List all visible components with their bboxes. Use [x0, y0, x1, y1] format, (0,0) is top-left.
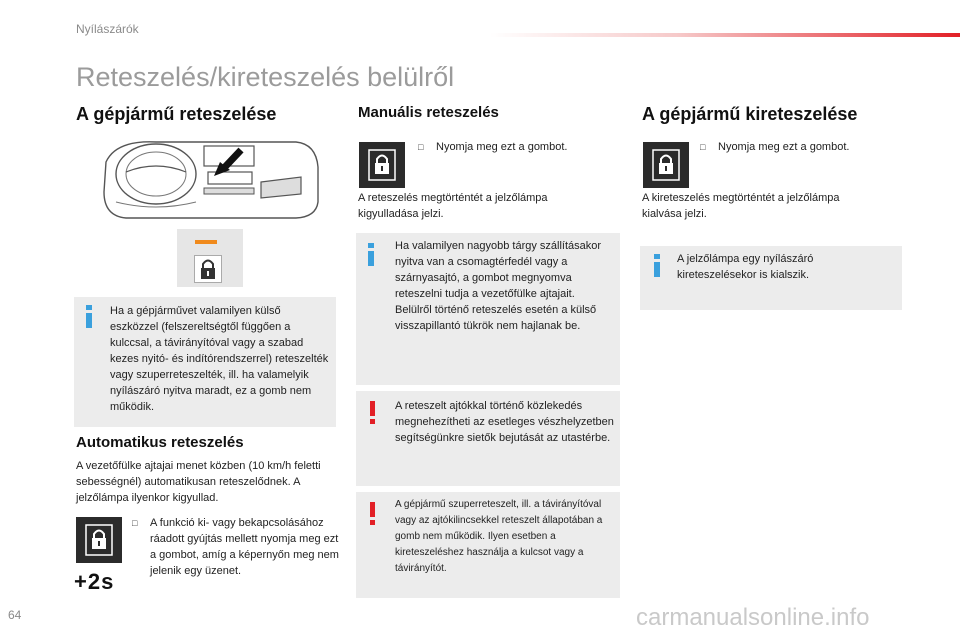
bullet-marker: □ [418, 142, 424, 152]
page-number: 64 [8, 608, 22, 622]
info-icon [654, 254, 660, 277]
chapter-label: Nyílászárók [76, 22, 139, 36]
lock-button-icon [76, 517, 122, 563]
manual-lock-bullet: Nyomja meg ezt a gombot. [436, 141, 568, 153]
right-info-text: A jelzőlámpa egy nyílászáró kireteszelésekor is kialszik. [677, 253, 814, 281]
auto-lock-heading: Automatikus reteszelés [76, 434, 244, 451]
lock-button-icon [643, 142, 689, 188]
bullet-marker: □ [132, 518, 138, 528]
left-info-box [74, 297, 336, 427]
header-accent-line [490, 33, 960, 37]
unlock-heading: A gépjármű kireteszelése [642, 104, 858, 124]
right-info-box [640, 246, 902, 310]
warning-text-2: A gépjármű szuperreteszelt, ill. a távirányítóval vagy az ajtókilincsekkel reteszelt állapotában a gomb nem működik. Ilyen esetben a kireteszeléshez használja a kulcsot vagy a távirányítót. [395, 499, 603, 574]
info-icon [86, 305, 92, 328]
warning-icon [370, 401, 375, 424]
dashboard-illustration [96, 132, 326, 227]
lock-button-icon [194, 255, 222, 283]
unlock-bullet: Nyomja meg ezt a gombot. [718, 141, 850, 153]
left-bullet-text: A funkció ki- vagy bekapcsolásához ráadott gyújtás mellett nyomja meg ezt a gombot, amíg a képernyőn meg nem jelenik egy üzenet. [150, 517, 339, 577]
timer-2s-icon [74, 569, 120, 599]
bullet-marker: □ [700, 142, 706, 152]
left-info-text: Ha a gépjárművet valamilyen külső eszközzel (felszereltségtől függően a kulccsal, a távirányítóval vagy a szabad kezes nyitó- és indítórendszerrel) reteszelték vagy szuperreteszelték, ill. ha valamelyik nyílászáró nyitva maradt, ez a gomb nem működik. [110, 305, 329, 413]
timer-2s-label: +2s [74, 569, 115, 594]
lock-button-with-lamp [177, 229, 243, 287]
left-heading: A gépjármű reteszelése [76, 104, 277, 124]
watermark: carmanualsonline.info [636, 604, 870, 631]
info-icon [368, 243, 374, 266]
lock-button-icon [359, 142, 405, 188]
auto-lock-text: A vezetőfülke ajtajai menet közben (10 km/h feletti sebességnél) automatikusan reteszelődnek. A jelzőlámpa ilyenkor kigyullad. [76, 460, 321, 504]
middle-info-text: Ha valamilyen nagyobb tárgy szállításakor nyitva van a csomagtérfedél vagy a szárnyasajtó, a gombot megnyomva reteszelni tudja a vezetőfülke ajtajait. Belülről történő reteszelés esetén a külső visszapillantó tükrök nem hajlanak be. [395, 240, 602, 332]
middle-info-box [356, 233, 620, 385]
warning-box-2 [356, 492, 620, 598]
warning-text-1: A reteszelt ajtókkal történő közlekedés megnehezítheti az esetleges vészhelyzetben segítségünkre sietők bejutását az utastérbe. [395, 400, 614, 444]
manual-lock-text: A reteszelés megtörténtét a jelzőlámpa kigyulladása jelzi. [358, 192, 548, 220]
page-title: Reteszelés/kireteszelés belülről [76, 62, 455, 92]
indicator-lamp-icon [195, 240, 217, 244]
warning-box-1 [356, 391, 620, 486]
manual-lock-heading: Manuális reteszelés [358, 104, 499, 121]
warning-icon [370, 502, 375, 525]
unlock-text: A kireteszelés megtörténtét a jelzőlámpa kialvása jelzi. [642, 192, 840, 220]
